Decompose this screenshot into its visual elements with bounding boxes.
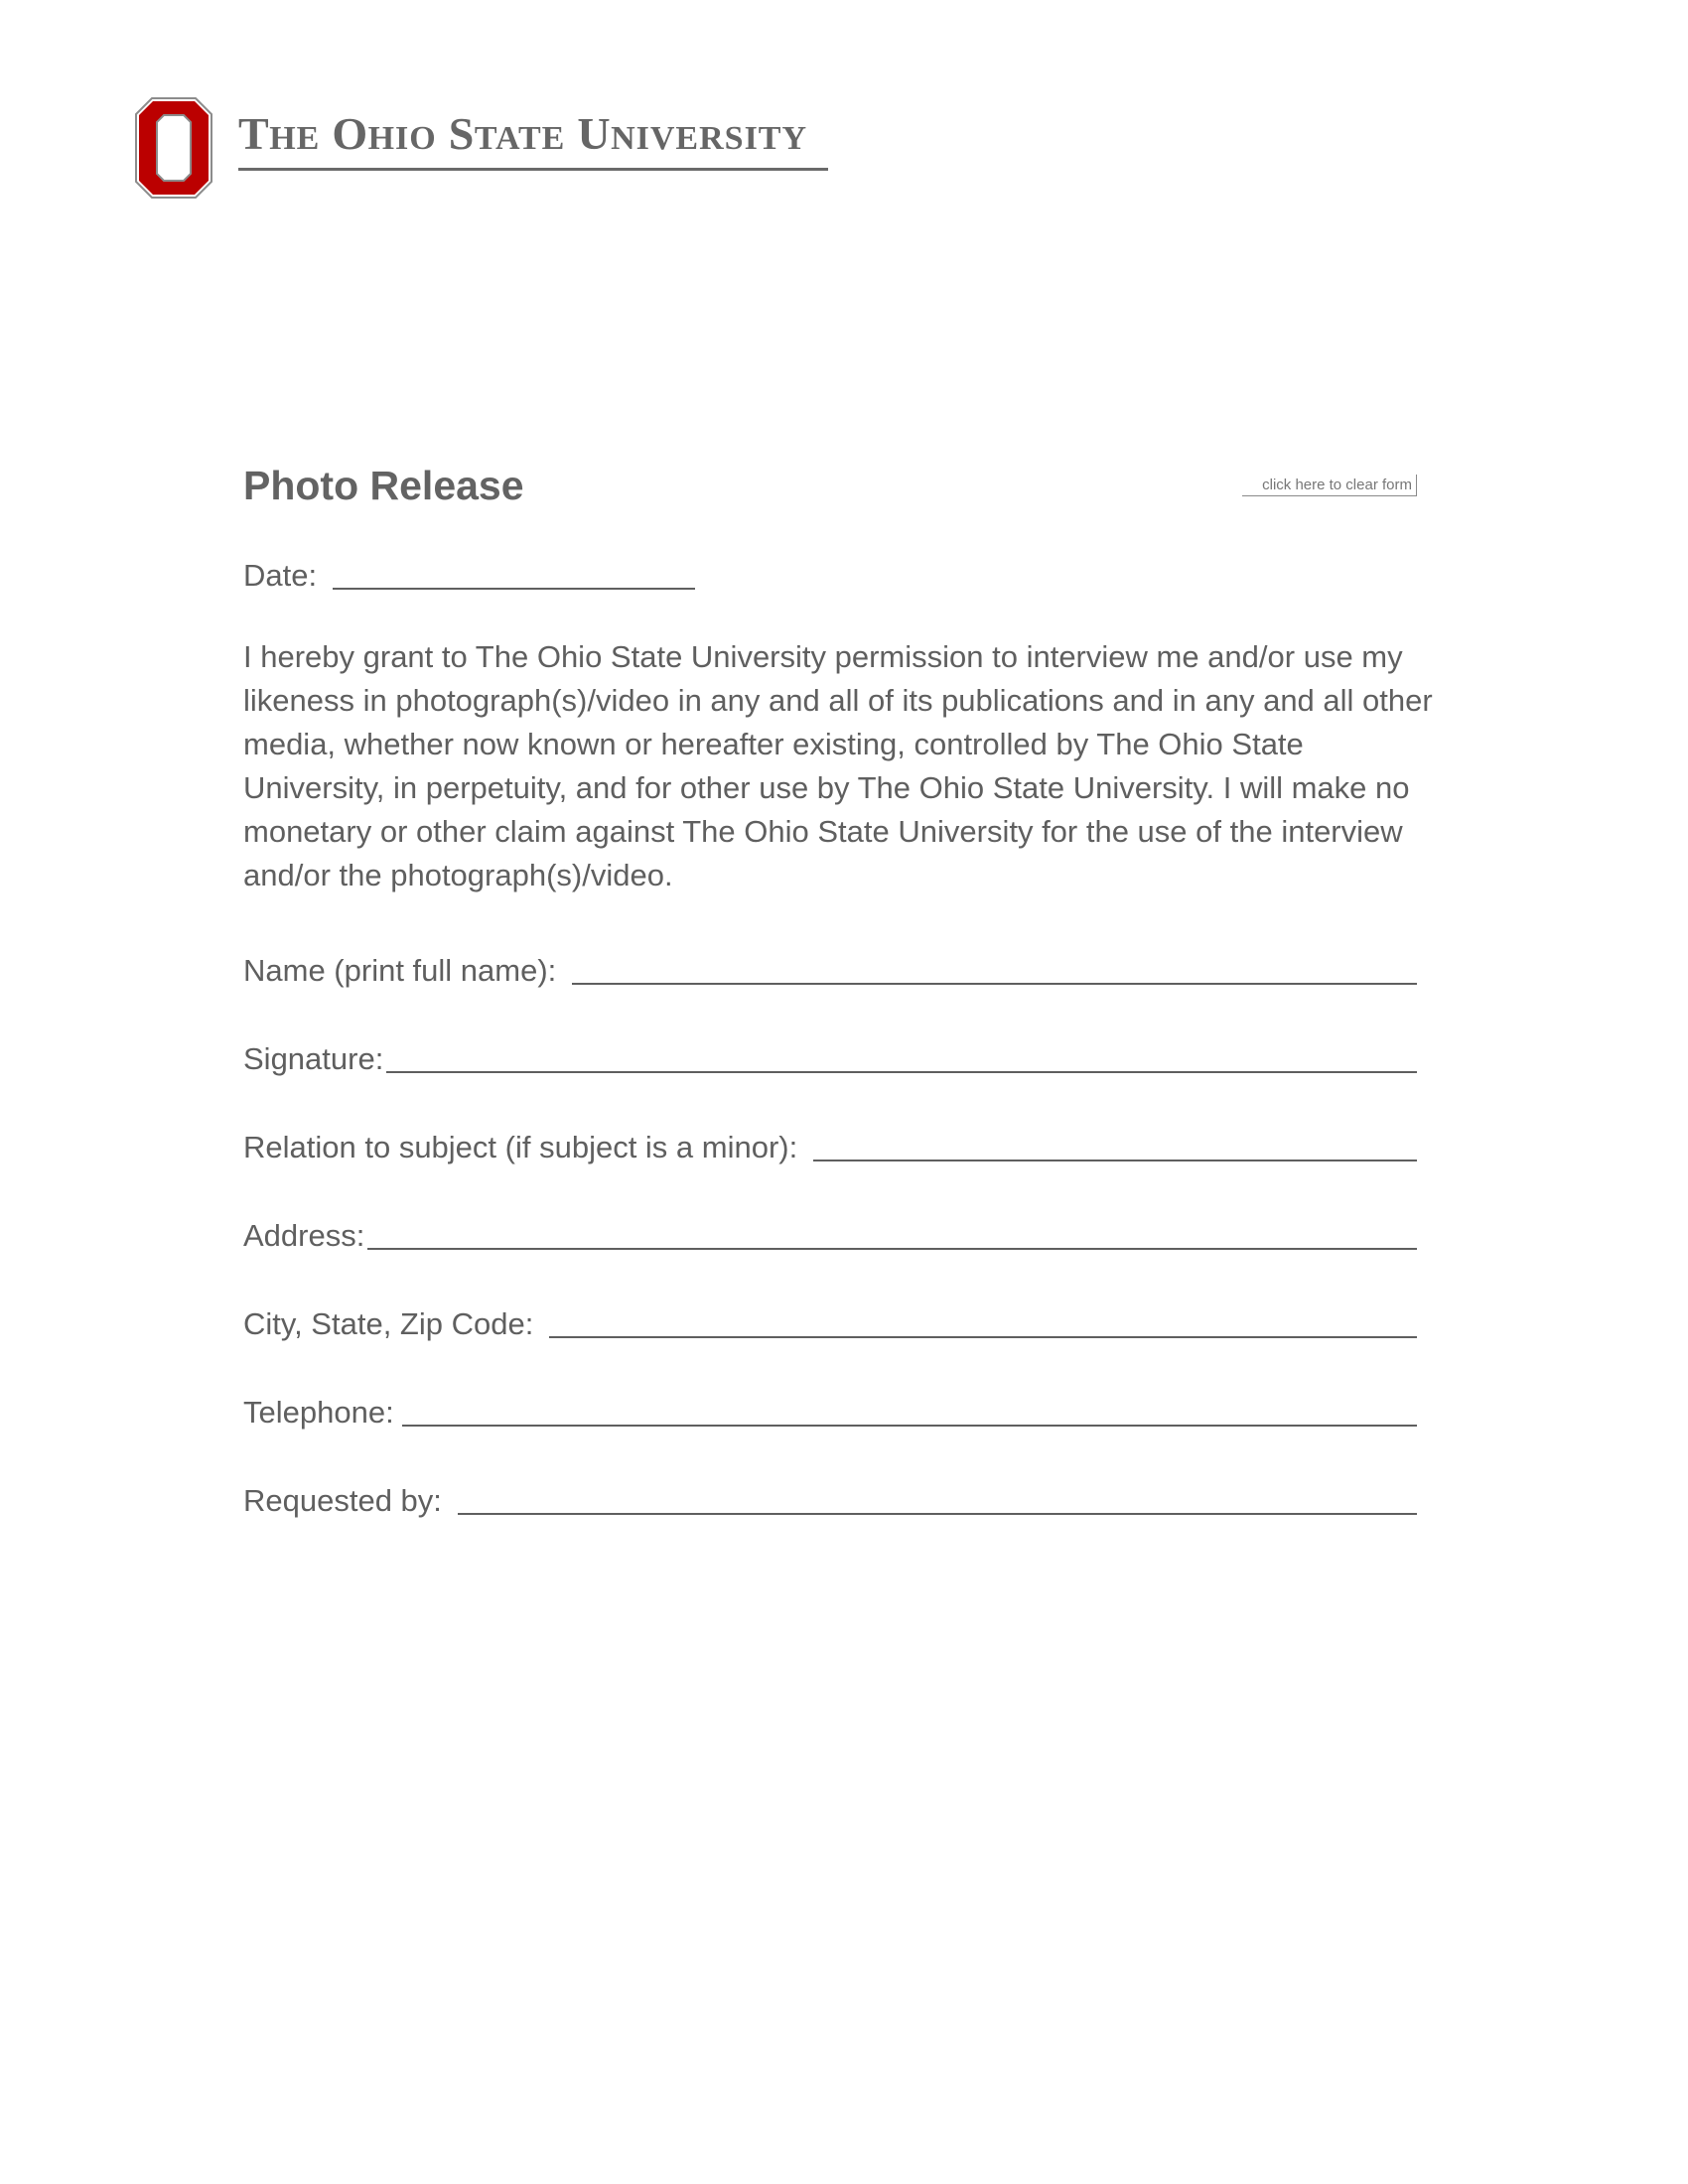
university-header [135, 97, 830, 201]
city-state-zip-field[interactable] [549, 1300, 1417, 1338]
wordmark-state-rest: TATE [474, 120, 566, 157]
wordmark-university-rest: NIVERSITY [611, 120, 808, 157]
wordmark-the-rest: HE [269, 120, 321, 157]
city-state-zip-row [243, 1300, 1417, 1344]
university-wordmark [238, 108, 828, 171]
name-field[interactable] [572, 947, 1417, 985]
address-field[interactable] [367, 1212, 1417, 1250]
block-o-logo-icon [135, 97, 212, 199]
telephone-row [243, 1389, 1417, 1433]
telephone-field[interactable] [402, 1389, 1417, 1427]
requested-by-row [243, 1477, 1417, 1521]
signature-label: Signature: [243, 1041, 384, 1076]
address-row [243, 1212, 1417, 1256]
name-label: Name (print full name): [243, 953, 557, 988]
page-title: Photo Release [243, 463, 524, 508]
wordmark-university-initial: U [577, 108, 612, 159]
telephone-label: Telephone: [243, 1395, 394, 1430]
grant-statement: I hereby grant to The Ohio State University permission to interview me and/or use my likeness in photograph(s)/video in any and all of its publications and in any and all other media, whether now known or hereafter existing, controlled by The Ohio State University, in perpetuity, and for other use by The Ohio State University. I will make no monetary or other claim against The Ohio State University for the use of the interview and/or the photograph(s)/video. [243, 639, 1433, 892]
date-field[interactable] [333, 552, 695, 590]
wordmark-ohio-rest: HIO [367, 120, 437, 157]
wordmark-ohio-initial: O [332, 108, 368, 159]
wordmark-state-initial: S [448, 108, 475, 159]
clear-form-button[interactable]: click here to clear form [1242, 475, 1417, 496]
address-label: Address: [243, 1218, 365, 1253]
relation-row [243, 1124, 1417, 1167]
requested-by-field[interactable] [458, 1477, 1417, 1515]
city-state-zip-label: City, State, Zip Code: [243, 1306, 534, 1341]
signature-field[interactable] [386, 1035, 1417, 1073]
date-row [243, 552, 1417, 596]
signature-row [243, 1035, 1417, 1079]
wordmark-the-initial: T [238, 108, 270, 159]
date-label: Date: [243, 558, 318, 593]
requested-by-label: Requested by: [243, 1483, 442, 1518]
name-row [243, 947, 1417, 991]
relation-label: Relation to subject (if subject is a minor): [243, 1130, 798, 1164]
relation-field[interactable] [813, 1124, 1417, 1161]
